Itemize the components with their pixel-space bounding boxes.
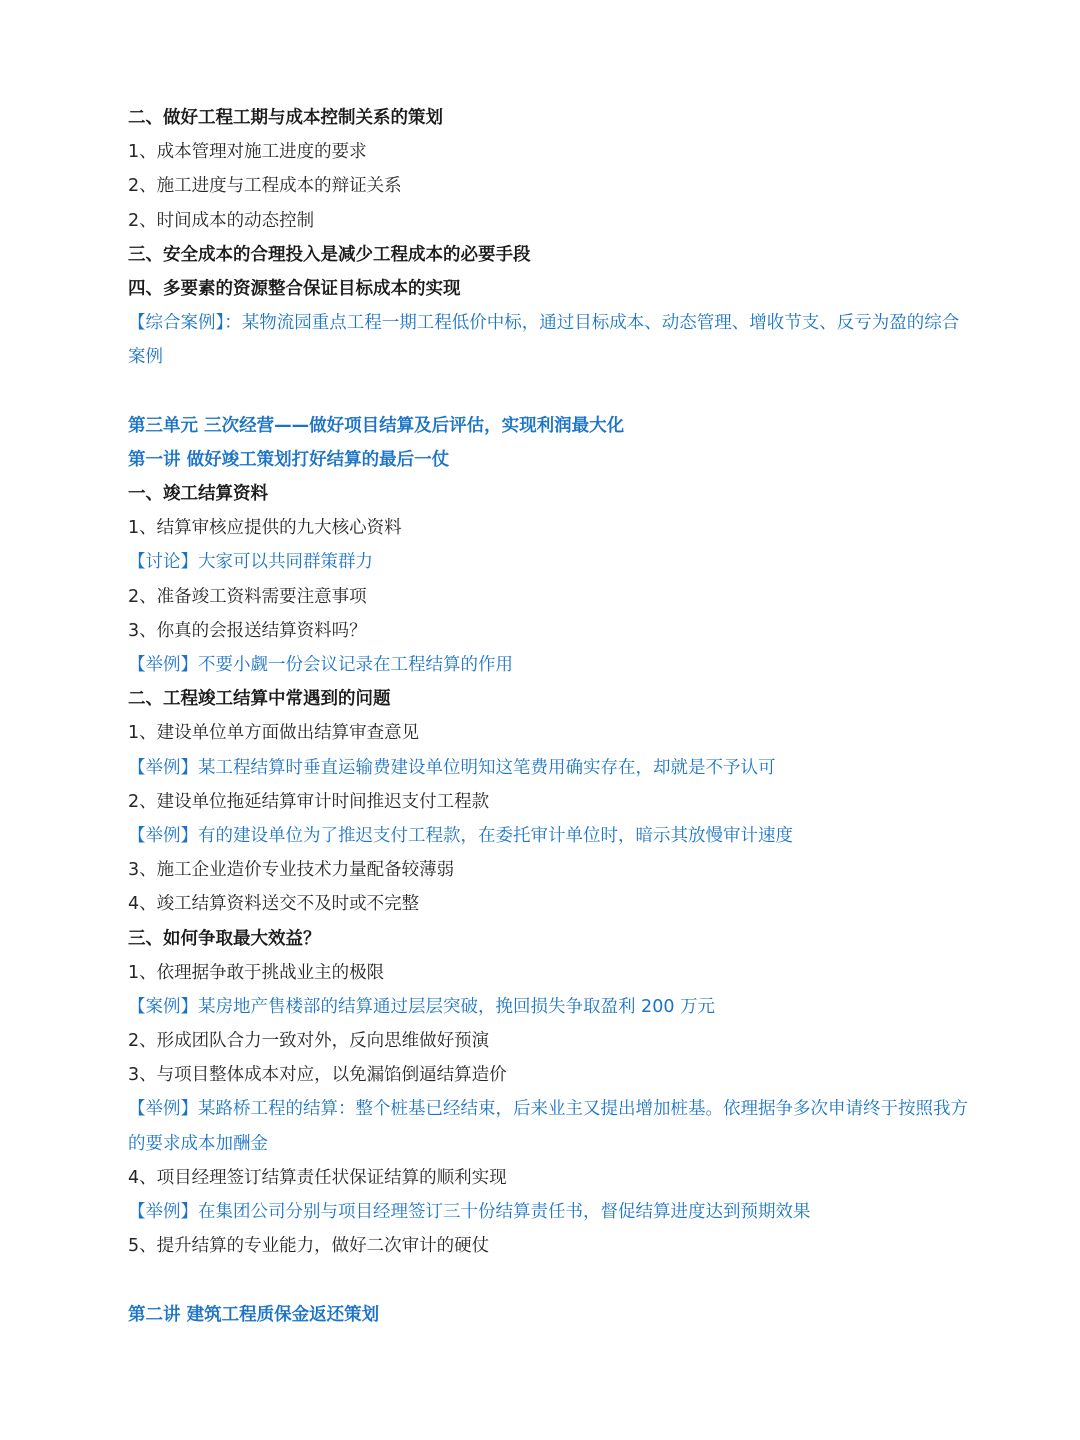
- list-item: 3、施工企业造价专业技术力量配备较薄弱: [128, 860, 455, 881]
- example-note: 【举例】某路桥工程的结算：整个桩基已经结束，后来业主又提出增加桩基。依理据争多次申请终于按照我方的要求成本加酬金: [128, 1099, 968, 1154]
- list-item: 5、提升结算的专业能力，做好二次审计的硬仗: [128, 1236, 490, 1257]
- list-item: 2、准备竣工资料需要注意事项: [128, 586, 367, 607]
- example-note: 【举例】不要小觑一份会议记录在工程结算的作用: [128, 655, 513, 676]
- list-item: 3、与项目整体成本对应，以免漏馅倒逼结算造价: [128, 1065, 507, 1086]
- section-heading: 二、工程竣工结算中常遇到的问题: [128, 689, 391, 710]
- list-item: 2、施工进度与工程成本的辩证关系: [128, 176, 402, 197]
- list-item: 2、时间成本的动态控制: [128, 210, 315, 231]
- list-item: 1、依理据争敢于挑战业主的极限: [128, 962, 385, 983]
- list-item: 1、建设单位单方面做出结算审查意见: [128, 723, 420, 744]
- list-item: 2、形成团队合力一致对外，反向思维做好预演: [128, 1031, 490, 1052]
- list-item: 1、结算审核应提供的九大核心资料: [128, 518, 402, 539]
- list-item: 4、竣工结算资料送交不及时或不完整: [128, 894, 420, 915]
- list-item: 3、你真的会报送结算资料吗？: [128, 620, 367, 641]
- spacer: [128, 1263, 968, 1297]
- discussion-note: 【讨论】大家可以共同群策群力: [128, 552, 373, 573]
- spacer: [128, 375, 968, 409]
- list-item: 4、项目经理签订结算责任状保证结算的顺利实现: [128, 1167, 507, 1188]
- example-note: 【举例】某工程结算时垂直运输费建设单位明知这笔费用确实存在，却就是不予认可: [128, 757, 776, 778]
- document-page: [128, 101, 968, 1332]
- lecture-title: 第一讲 做好竣工策划打好结算的最后一仗: [128, 449, 450, 470]
- example-note: 【举例】在集团公司分别与项目经理签订三十份结算责任书，督促结算进度达到预期效果: [128, 1202, 811, 1223]
- section-heading: 三、安全成本的合理投入是减少工程成本的必要手段: [128, 244, 531, 265]
- unit-title: 第三单元 三次经营——做好项目结算及后评估，实现利润最大化: [128, 415, 625, 436]
- case-note: 【案例】某房地产售楼部的结算通过层层突破，挽回损失争取盈利 200 万元: [128, 996, 716, 1017]
- lecture-title: 第二讲 建筑工程质保金返还策划: [128, 1304, 380, 1325]
- section-heading: 一、竣工结算资料: [128, 484, 268, 505]
- example-note: 【举例】有的建设单位为了推迟支付工程款，在委托审计单位时，暗示其放慢审计速度: [128, 825, 793, 846]
- section-heading: 四、多要素的资源整合保证目标成本的实现: [128, 278, 461, 299]
- section-heading: 二、做好工程工期与成本控制关系的策划: [128, 108, 443, 128]
- list-item: 2、建设单位拖延结算审计时间推迟支付工程款: [128, 791, 490, 812]
- list-item: 1、成本管理对施工进度的要求: [128, 142, 367, 163]
- section-heading: 三、如何争取最大效益？: [128, 928, 321, 949]
- case-note: 【综合案例】：某物流园重点工程一期工程低价中标，通过目标成本、动态管理、增收节支、反亏为盈的综合案例: [128, 313, 960, 368]
